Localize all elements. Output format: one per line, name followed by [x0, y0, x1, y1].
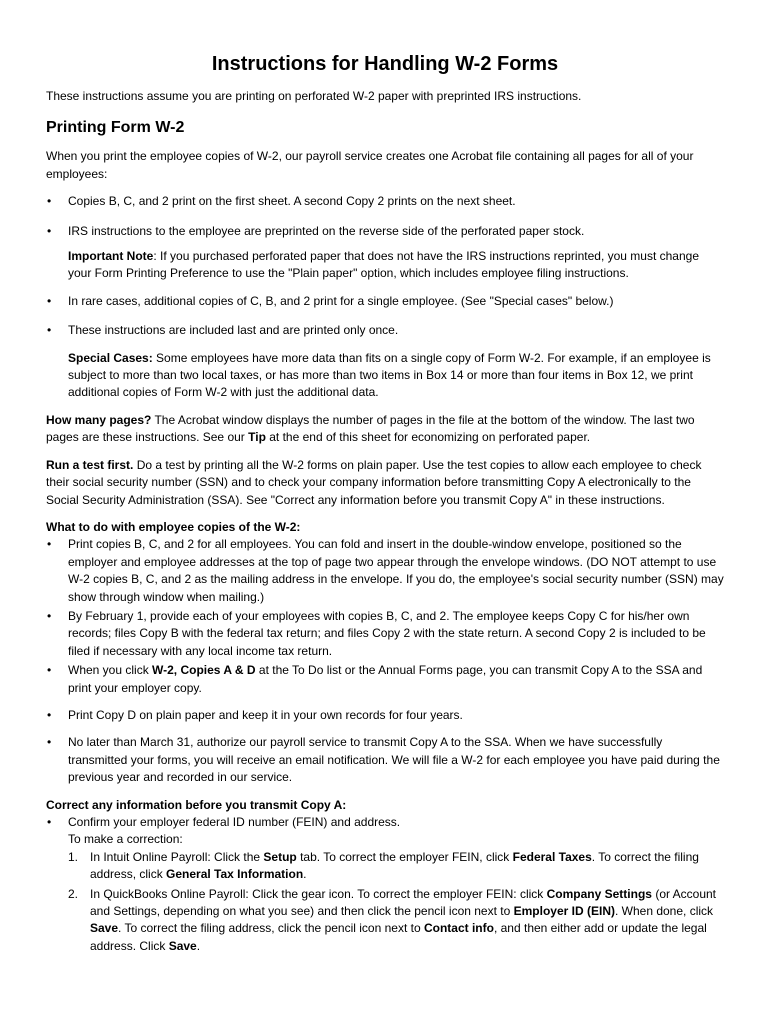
list-item: • When you click W-2, Copies A & D at the To Do list or the Annual Forms page, you can transmit Copy A to the SSA and print your employer copy. — [47, 663, 703, 695]
bullet-icon: • — [47, 537, 52, 552]
important-note: Important Note: If you purchased perforated paper that does not have the IRS instructions reprinted, you must change your Form Printing Preference to use the "Plain paper" option, which includes employee filing instructions. — [68, 249, 700, 281]
special-cases: Special Cases: Some employees have more data than fits on a single copy of Form W-2. For example, if an employee is subject to more than two local taxes, or has more than two items in Box 14 or more than four items in Box 12, we print additional copies of Form W-2 with just the additional data. — [68, 350, 711, 400]
section-heading-employee-copies: What to do with employee copies of the W-2: — [46, 519, 301, 534]
step-number: 2. — [68, 886, 79, 901]
intro-text: These instructions assume you are printing on perforated W-2 paper with preprinted IRS instructions. — [46, 89, 582, 103]
bullet-icon: • — [47, 608, 52, 623]
make-correction-label: To make a correction: — [68, 832, 183, 847]
printing-lead: When you print the employee copies of W-2, our payroll service creates one Acrobat file containing all pages for all of your employees: — [46, 149, 694, 181]
section-heading-printing: Printing Form W-2 — [46, 119, 185, 137]
list-item: • No later than March 31, authorize our payroll service to transmit Copy A to the SSA. When we have successfully transmitted your forms, you will receive an email notification. We will file a W-2 for each employee you have paid during the previous year and recorded in our service. — [47, 735, 720, 785]
list-item: • Print Copy D on plain paper and keep it in your own records for four years. — [46, 707, 724, 724]
list-item: • Print copies B, C, and 2 for all employees. You can fold and insert in the double-window envelope, positioned so the employer and employee addresses at the top of page two appear through the envelope windows. (DO NOT attempt to use W-2 copies B, C, and 2 as the mailing address in the envelope. If you do, the employee's social security number (SSN) may show through window when mailing.) — [47, 537, 724, 604]
section-heading-correct-info: Correct any information before you transmit Copy A: — [46, 797, 347, 812]
bullet-icon: • — [47, 663, 52, 678]
bullet-icon: • — [47, 323, 52, 338]
bullet-icon: • — [47, 735, 52, 750]
how-many-pages: How many pages? The Acrobat window displays the number of pages in the file at the bottom of the window. The last two pages are these instructions. See our Tip at the end of this sheet for economizing on perforated paper. — [46, 412, 695, 445]
correction-steps — [46, 849, 724, 955]
run-test-first: Run a test first. Do a test by printing all the W-2 forms on plain paper. Use the test copies to allow each employee to check their social security number (SSN) and to check your company information before transmitting Copy A electronically to the Social Security Administration (SSA). See "Correct any information before you transmit Copy A" in these instructions. — [46, 457, 702, 507]
employee-copies-bullets — [46, 536, 724, 786]
step-number: 1. — [68, 849, 79, 864]
list-item: • IRS instructions to the employee are preprinted on the reverse side of the perforated paper stock. — [46, 223, 724, 240]
list-item: • Copies B, C, and 2 print on the first sheet. A second Copy 2 prints on the next sheet. — [46, 193, 724, 210]
list-item: • In rare cases, additional copies of C, B, and 2 print for a single employee. (See "Special cases" below.) — [46, 293, 724, 310]
bullet-icon: • — [47, 194, 52, 209]
bullet-icon: • — [47, 707, 52, 722]
list-item: 1. In Intuit Online Payroll: Click the Setup tab. To correct the employer FEIN, click Federal Taxes. To correct the filing address, click General Tax Information. — [68, 849, 699, 882]
list-item: • By February 1, provide each of your employees with copies B, C, and 2. The employee keeps Copy C for his/her own records; files Copy B with the federal tax return; and files Copy 2 with the state return. A second Copy 2 is included to be filed if necessary with any local income tax return. — [47, 608, 706, 658]
bullet-icon: • — [47, 293, 52, 308]
printing-bullets — [46, 193, 724, 240]
list-item: • Confirm your employer federal ID number (FEIN) and address. — [46, 814, 724, 831]
correct-info-bullets — [46, 814, 724, 831]
page-title: Instructions for Handling W-2 Forms — [211, 53, 559, 75]
bullet-icon: • — [47, 815, 52, 829]
list-item: 2. In QuickBooks Online Payroll: Click the gear icon. To correct the employer FEIN: click Company Settings (or Account and Settings, depending on what you see) and then click the pencil icon next to Employer ID (EIN). When done, click Save. To correct the filing address, click the pencil icon next to Contact info, and then either add or update the legal address. Click Save. — [68, 886, 717, 953]
printing-bullets-more — [46, 293, 724, 340]
list-item: • These instructions are included last and are printed only once. — [46, 322, 724, 339]
bullet-icon: • — [47, 223, 52, 238]
